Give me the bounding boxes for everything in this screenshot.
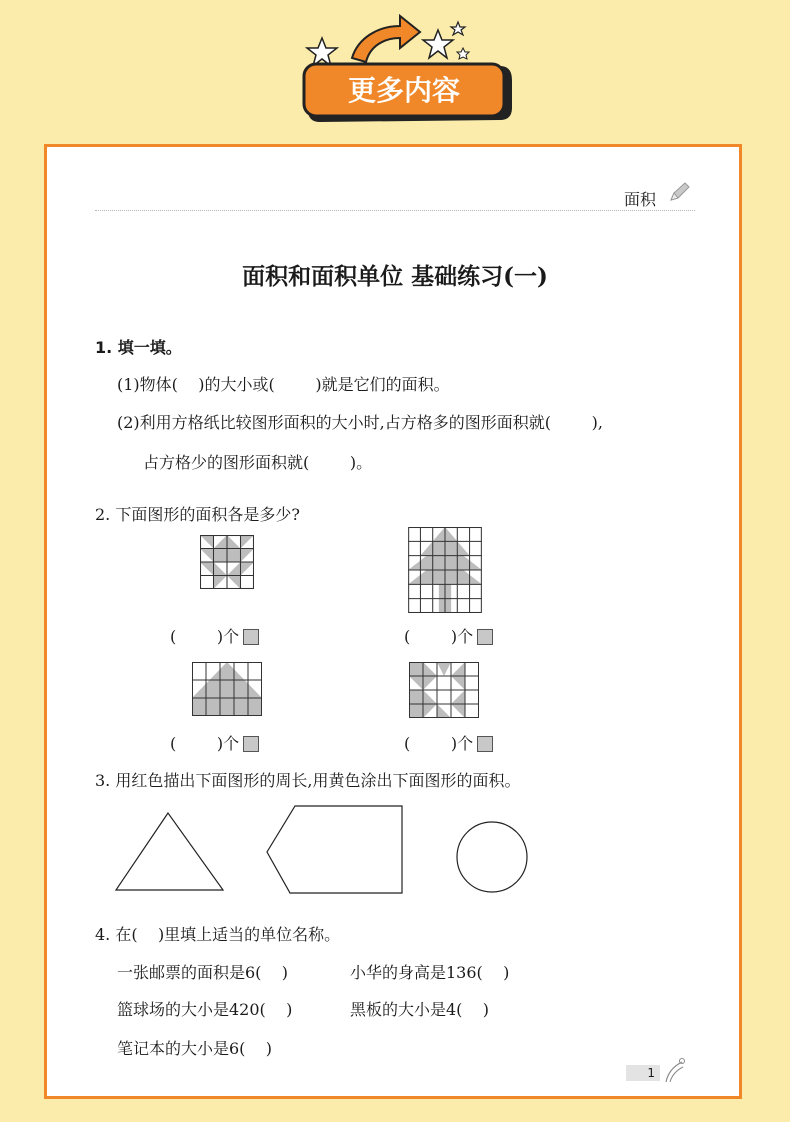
star-icon [451, 22, 465, 35]
answer-blank-d[interactable]: ( )个 [404, 731, 493, 754]
q4-item2: 小华的身高是136( ) [350, 963, 510, 982]
q2-heading: 2. 下面图形的面积各是多少? [95, 505, 300, 524]
q4-heading: 4. 在( )里填上适当的单位名称。 [95, 925, 341, 944]
q4-item1: 一张邮票的面积是6( ) [117, 963, 289, 982]
q1-line1: (1)物体( )的大小或( )就是它们的面积。 [117, 375, 450, 394]
header-divider [95, 210, 695, 211]
page-number: 1 [626, 1065, 660, 1081]
q4-item3: 篮球场的大小是420( ) [117, 1000, 293, 1019]
q1-line3: 占方格少的图形面积就( )。 [143, 453, 373, 472]
unit-square-icon [477, 736, 493, 752]
figure-d-grid [409, 662, 479, 718]
figure-a-grid [200, 535, 254, 589]
answer-blank-c[interactable]: ( )个 [170, 731, 259, 754]
triangle-shape [116, 813, 223, 890]
unit-square-icon [243, 629, 259, 645]
section-label: 面积 [624, 190, 657, 209]
banner-label: 更多内容 [347, 74, 461, 107]
pencil-icon [666, 180, 692, 206]
unit-square-icon [243, 736, 259, 752]
circle-shape [457, 822, 527, 892]
star-icon [423, 30, 453, 58]
figure-c-grid [192, 662, 262, 716]
q1-line2: (2)利用方格纸比较图形面积的大小时,占方格多的图形面积就( ), [117, 413, 604, 432]
answer-blank-b[interactable]: ( )个 [404, 624, 493, 647]
pentagon-shape [267, 806, 402, 893]
q3-heading: 3. 用红色描出下面图形的周长,用黄色涂出下面图形的面积。 [95, 771, 521, 790]
q4-item4: 黑板的大小是4( ) [350, 1000, 490, 1019]
page-title: 面积和面积单位 基础练习(一) [242, 263, 548, 290]
star-icon [457, 48, 469, 59]
figure-b-grid [408, 527, 482, 613]
q3-shapes[interactable] [110, 800, 540, 900]
more-content-banner[interactable] [300, 8, 520, 128]
q1-heading: 1. 填一填。 [95, 338, 182, 357]
star-icon [307, 38, 337, 66]
arrow-icon [352, 16, 420, 62]
page-corner-decoration-icon [662, 1056, 686, 1084]
unit-square-icon [477, 629, 493, 645]
q4-item5: 笔记本的大小是6( ) [117, 1039, 273, 1058]
answer-blank-a[interactable]: ( )个 [170, 624, 259, 647]
